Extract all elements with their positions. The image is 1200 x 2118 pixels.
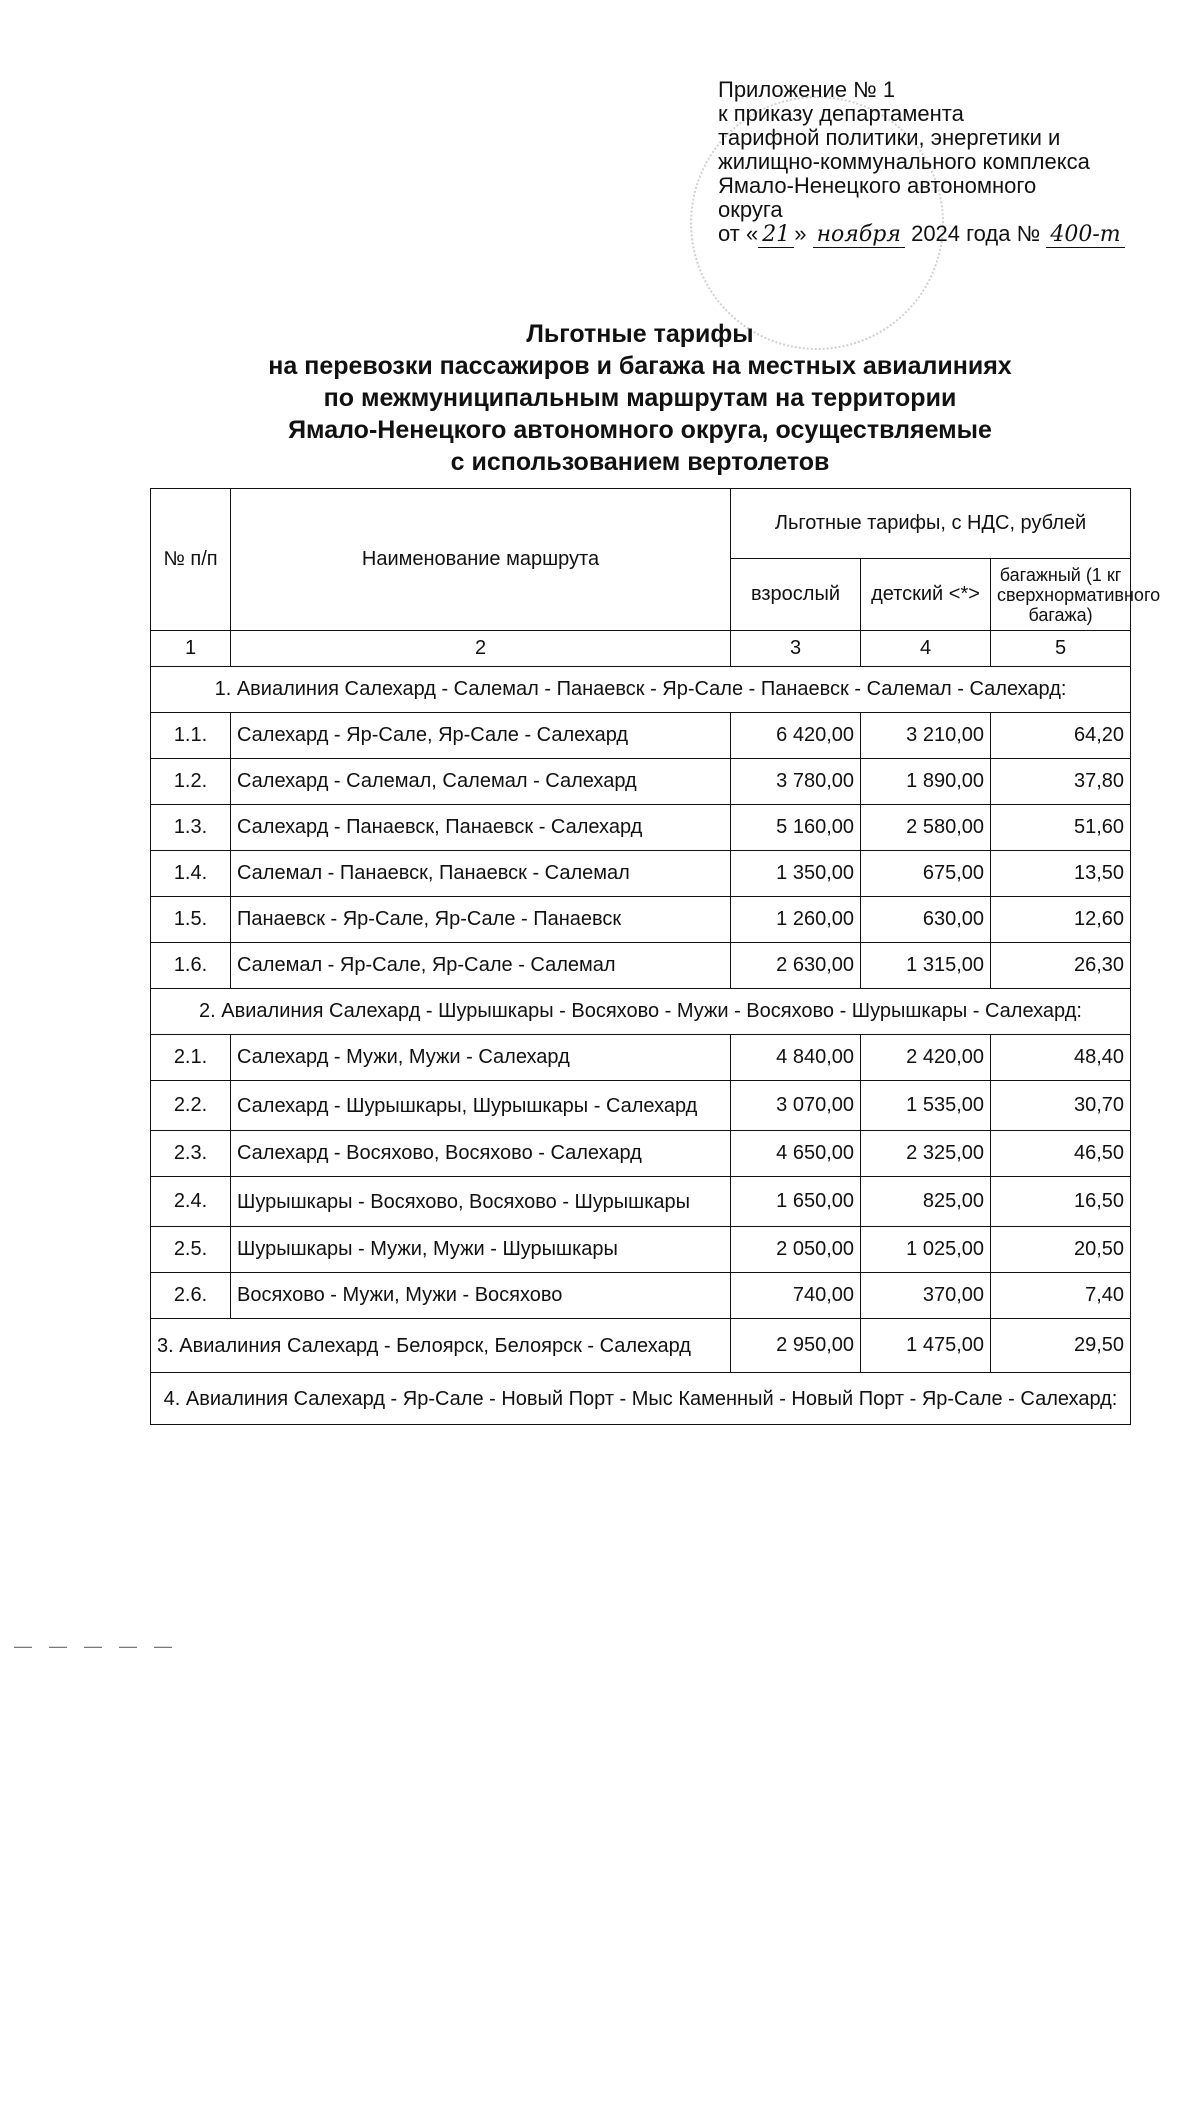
child-tariff: 2 325,00: [861, 1131, 991, 1177]
child-tariff: 1 535,00: [861, 1081, 991, 1131]
table-row: [151, 1319, 1131, 1373]
table-row: [151, 851, 1131, 897]
header-route: Наименование маршрута: [231, 489, 731, 631]
appendix-line: жилищно-коммунального комплекса: [718, 149, 1090, 174]
baggage-tariff: 12,60: [991, 897, 1131, 943]
child-tariff: 675,00: [861, 851, 991, 897]
route-name: Салехард - Шурышкары, Шурышкары - Салехард: [231, 1081, 731, 1131]
title-line: Льготные тарифы: [526, 320, 754, 348]
route-name: Шурышкары - Мужи, Мужи - Шурышкары: [231, 1227, 731, 1273]
col-number: 2: [231, 631, 731, 667]
child-tariff: 370,00: [861, 1273, 991, 1319]
adult-tariff: 2 630,00: [731, 943, 861, 989]
adult-tariff: 6 420,00: [731, 713, 861, 759]
table-row: [151, 897, 1131, 943]
adult-tariff: 1 350,00: [731, 851, 861, 897]
appendix-date-line: [718, 222, 1138, 247]
row-number: 1.2.: [151, 759, 231, 805]
adult-tariff: 1 260,00: [731, 897, 861, 943]
baggage-tariff: 30,70: [991, 1081, 1131, 1131]
col-number: 3: [731, 631, 861, 667]
appendix-line: Приложение № 1: [718, 77, 896, 102]
date-mid: »: [794, 221, 807, 246]
appendix-header: [718, 78, 1138, 247]
child-tariff: 1 890,00: [861, 759, 991, 805]
row-number: 1.4.: [151, 851, 231, 897]
baggage-tariff: 29,50: [991, 1319, 1131, 1373]
child-tariff: 2 580,00: [861, 805, 991, 851]
adult-tariff: 4 840,00: [731, 1035, 861, 1081]
date-year: 2024 года №: [911, 221, 1041, 246]
baggage-tariff: 51,60: [991, 805, 1131, 851]
baggage-tariff: 48,40: [991, 1035, 1131, 1081]
child-tariff: 630,00: [861, 897, 991, 943]
route-name: Салехард - Яр-Сале, Яр-Сале - Салехард: [231, 713, 731, 759]
table-row: [151, 1081, 1131, 1131]
route-name: Салехард - Восяхово, Восяхово - Салехард: [231, 1131, 731, 1177]
row-number: 2.2.: [151, 1081, 231, 1131]
col-number: 5: [991, 631, 1131, 667]
table-row: [151, 759, 1131, 805]
column-number-row: [151, 631, 1131, 667]
date-prefix: от «: [718, 221, 759, 246]
header-child: детский <*>: [861, 559, 991, 631]
route-name: Салехард - Салемал, Салемал - Салехард: [231, 759, 731, 805]
baggage-tariff: 20,50: [991, 1227, 1131, 1273]
adult-tariff: 1 650,00: [731, 1177, 861, 1227]
child-tariff: 1 475,00: [861, 1319, 991, 1373]
title-line: с использованием вертолетов: [450, 448, 830, 476]
adult-tariff: 5 160,00: [731, 805, 861, 851]
child-tariff: 1 315,00: [861, 943, 991, 989]
header-tariffs: Льготные тарифы, с НДС, рублей: [731, 489, 1131, 559]
document-title: [150, 318, 1130, 478]
appendix-line: тарифной политики, энергетики и: [718, 125, 1061, 150]
row-number: 2.5.: [151, 1227, 231, 1273]
baggage-tariff: 64,20: [991, 713, 1131, 759]
table-row: [151, 805, 1131, 851]
table-row: [151, 943, 1131, 989]
route-name: Салехард - Панаевск, Панаевск - Салехард: [231, 805, 731, 851]
col-number: 4: [861, 631, 991, 667]
order-number: 400-т: [1046, 222, 1124, 248]
table-row: [151, 1035, 1131, 1081]
route-name: Панаевск - Яр-Сале, Яр-Сале - Панаевск: [231, 897, 731, 943]
child-tariff: 1 025,00: [861, 1227, 991, 1273]
child-tariff: 3 210,00: [861, 713, 991, 759]
tariff-table: [150, 488, 1161, 1425]
adult-tariff: 3 780,00: [731, 759, 861, 805]
title-line: Ямало-Ненецкого автономного округа, осуществляемые: [288, 416, 992, 444]
route-name: Салемал - Яр-Сале, Яр-Сале - Салемал: [231, 943, 731, 989]
baggage-tariff: 7,40: [991, 1273, 1131, 1319]
route-name: Салехард - Мужи, Мужи - Салехард: [231, 1035, 731, 1081]
table-row: [151, 1227, 1131, 1273]
table-row: [151, 1131, 1131, 1177]
adult-tariff: 3 070,00: [731, 1081, 861, 1131]
baggage-tariff: 37,80: [991, 759, 1131, 805]
table-row: [151, 1273, 1131, 1319]
header-baggage: багажный (1 кг сверхнормативного багажа): [991, 559, 1131, 631]
appendix-line: Ямало-Ненецкого автономного: [718, 173, 1037, 198]
row-number: 1.5.: [151, 897, 231, 943]
route-name: Шурышкары - Восяхово, Восяхово - Шурышкары: [231, 1177, 731, 1227]
route-name: 3. Авиалиния Салехард - Белоярск, Белоярск - Салехард: [151, 1319, 731, 1373]
title-line: на перевозки пассажиров и багажа на местных авиалиниях: [268, 352, 1012, 380]
date-day: 21: [758, 222, 794, 248]
row-number: 1.6.: [151, 943, 231, 989]
row-number: 1.1.: [151, 713, 231, 759]
table-row: [151, 713, 1131, 759]
table-row: [151, 1177, 1131, 1227]
scan-artifact-dashes: — — — — —: [14, 1636, 179, 1656]
adult-tariff: 2 950,00: [731, 1319, 861, 1373]
baggage-tariff: 16,50: [991, 1177, 1131, 1227]
route-name: Восяхово - Мужи, Мужи - Восяхово: [231, 1273, 731, 1319]
adult-tariff: 2 050,00: [731, 1227, 861, 1273]
title-line: по межмуниципальным маршрутам на территории: [323, 384, 957, 412]
baggage-tariff: 26,30: [991, 943, 1131, 989]
child-tariff: 2 420,00: [861, 1035, 991, 1081]
group-title: 1. Авиалиния Салехард - Салемал - Панаевск - Яр-Сале - Панаевск - Салемал - Салехард:: [151, 667, 1131, 713]
col-number: 1: [151, 631, 231, 667]
header-adult: взрослый: [731, 559, 861, 631]
row-number: 2.3.: [151, 1131, 231, 1177]
row-number: 2.4.: [151, 1177, 231, 1227]
adult-tariff: 4 650,00: [731, 1131, 861, 1177]
group-title: 2. Авиалиния Салехард - Шурышкары - Восяхово - Мужи - Восяхово - Шурышкары - Салехард:: [151, 989, 1131, 1035]
baggage-tariff: 46,50: [991, 1131, 1131, 1177]
adult-tariff: 740,00: [731, 1273, 861, 1319]
appendix-line: к приказу департамента: [718, 101, 964, 126]
date-month: ноября: [813, 222, 905, 248]
group-title: 4. Авиалиния Салехард - Яр-Сале - Новый Порт - Мыс Каменный - Новый Порт - Яр-Сале - Салехард:: [151, 1373, 1131, 1425]
route-name: Салемал - Панаевск, Панаевск - Салемал: [231, 851, 731, 897]
appendix-line: округа: [718, 197, 783, 222]
child-tariff: 825,00: [861, 1177, 991, 1227]
row-number: 2.6.: [151, 1273, 231, 1319]
row-number: 1.3.: [151, 805, 231, 851]
baggage-tariff: 13,50: [991, 851, 1131, 897]
row-number: 2.1.: [151, 1035, 231, 1081]
header-num: № п/п: [151, 489, 231, 631]
